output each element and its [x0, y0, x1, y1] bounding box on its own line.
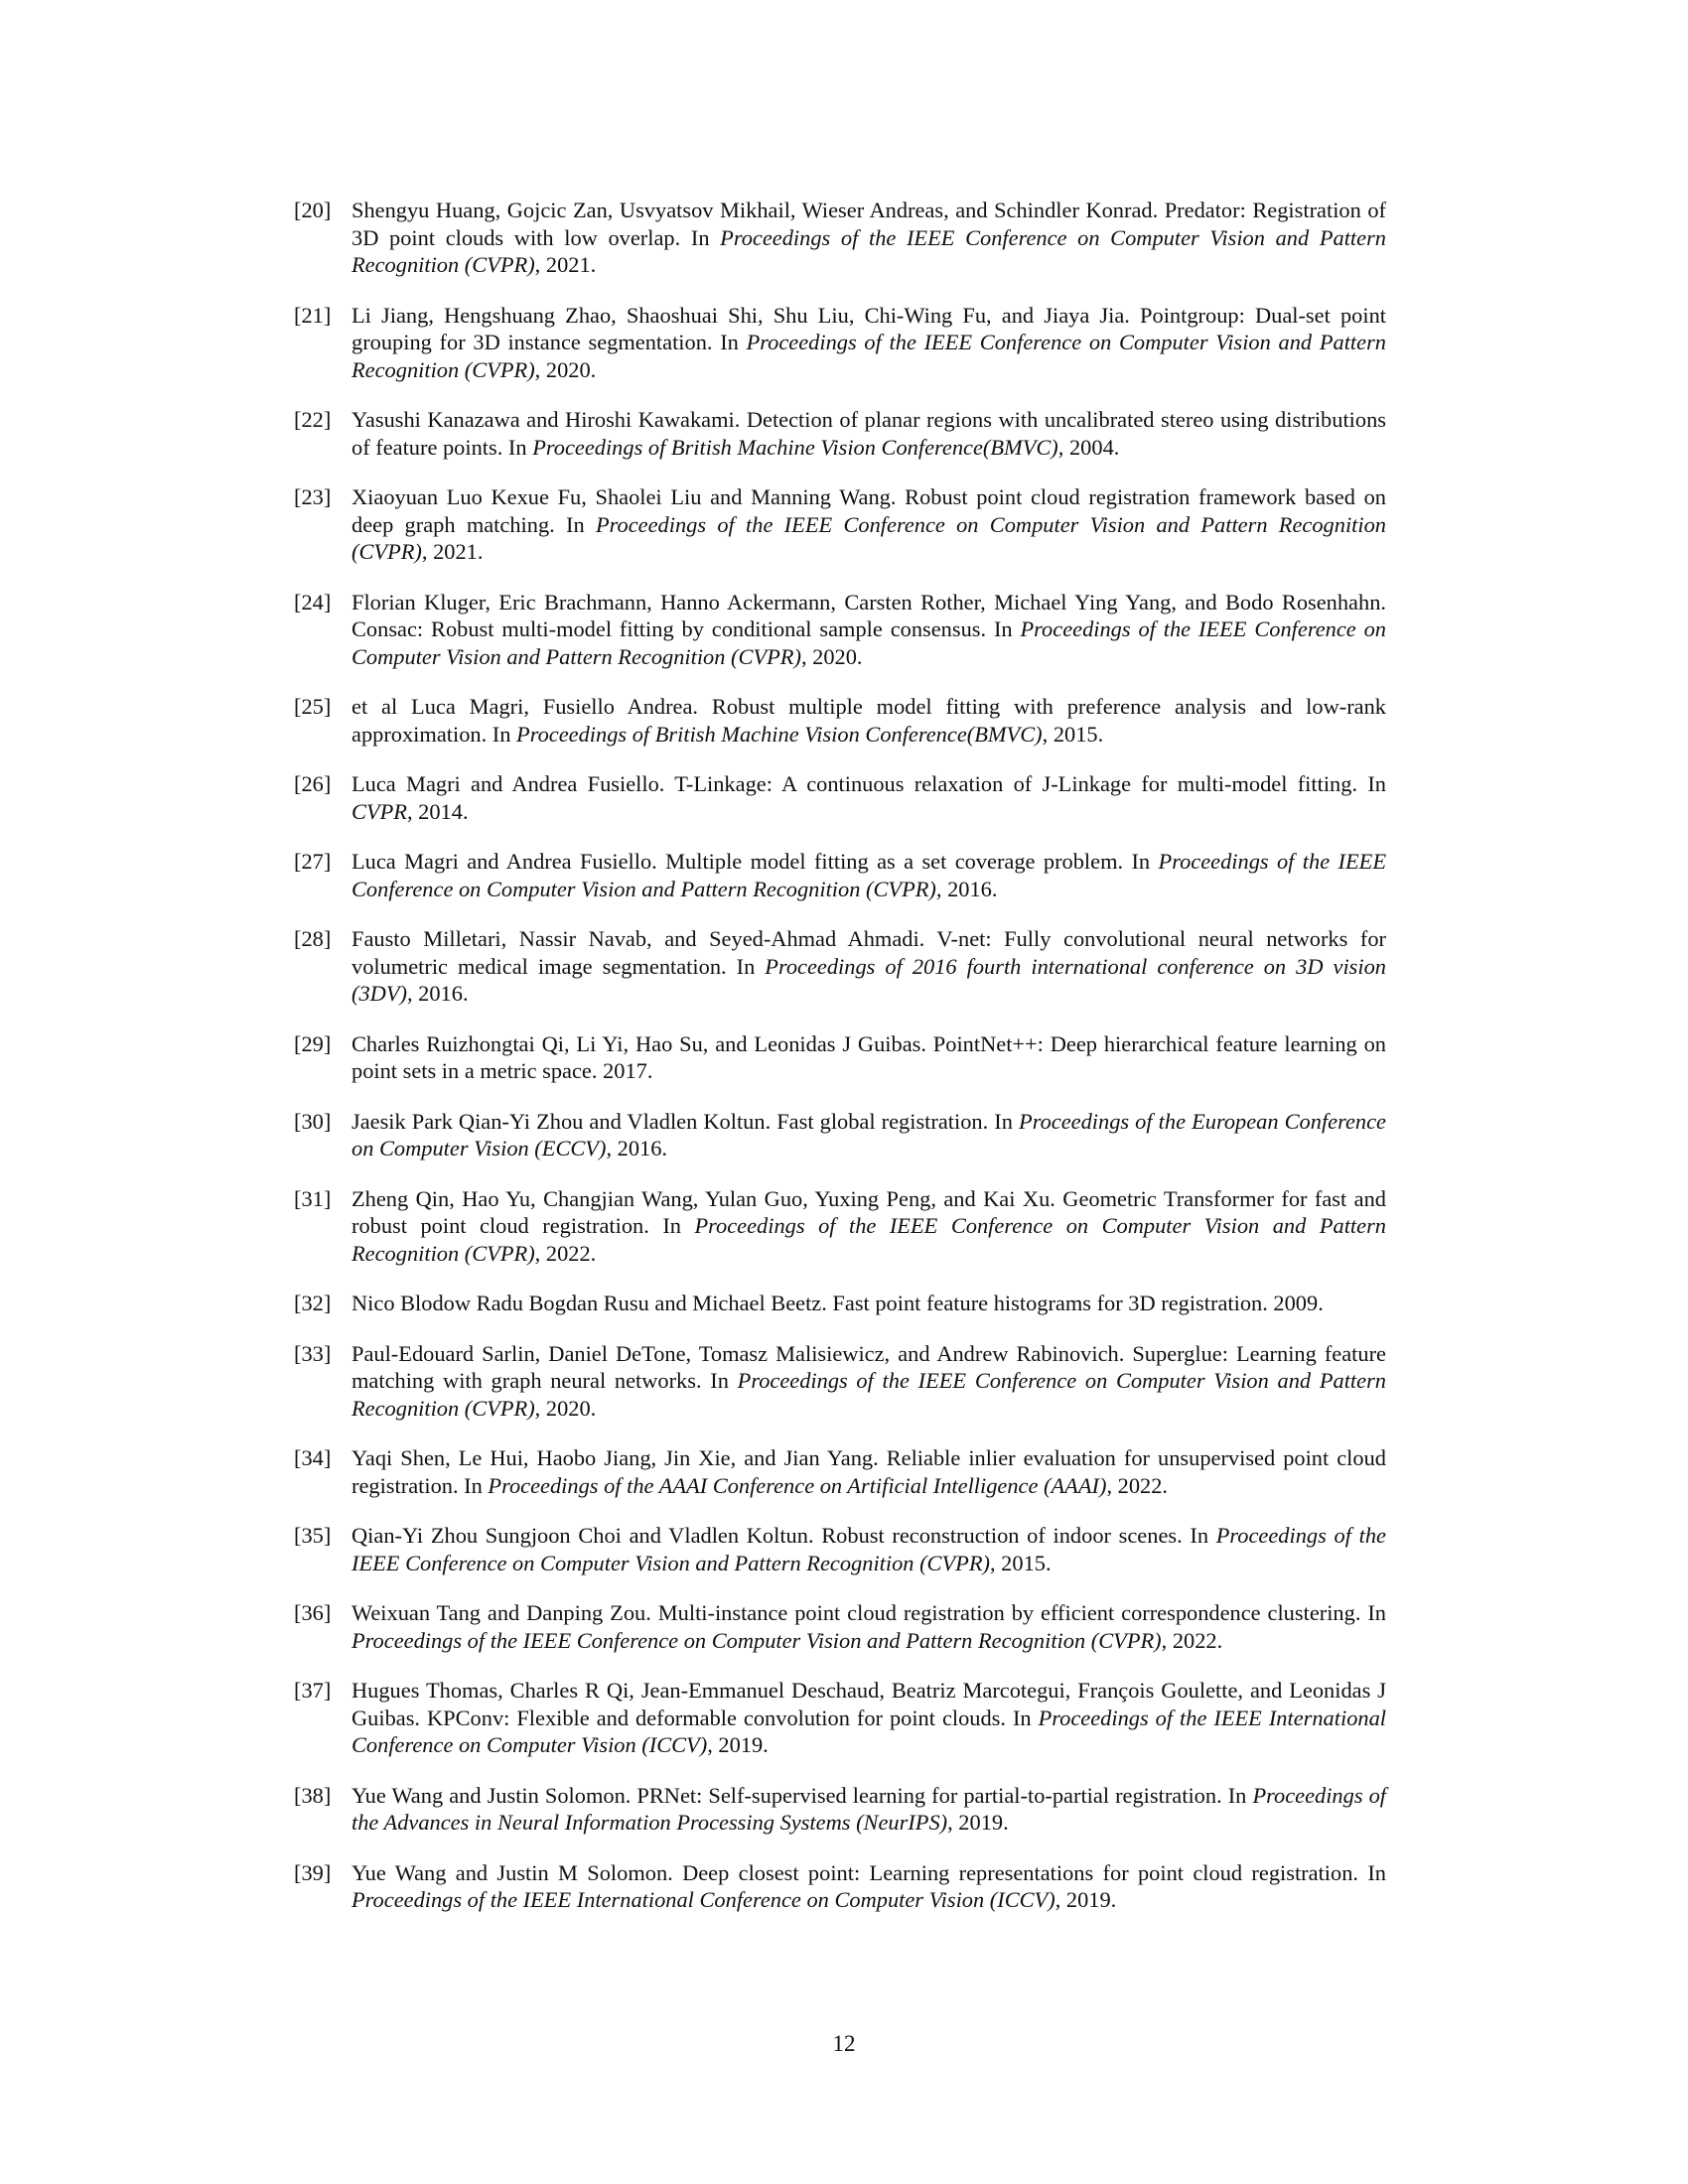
reference-entry	[294, 1522, 1386, 1576]
reference-authors-title: Shengyu Huang, Gojcic Zan, Usvyatsov Mikhail, Wieser Andreas, and Schindler Konrad. Predator: Registration of 3D point clouds with low overlap. In	[352, 198, 1386, 250]
reference-venue: Proceedings of the IEEE International Conference on Computer Vision (ICCV)	[352, 1887, 1055, 1912]
reference-venue: Proceedings of the IEEE Conference on Computer Vision and Pattern Recognition (CVPR)	[352, 330, 1386, 382]
reference-venue: Proceedings of the IEEE Conference on Computer Vision and Pattern Recognition (CVPR)	[352, 224, 1386, 277]
reference-venue: Proceedings of the IEEE International Conference on Computer Vision (ICCV)	[352, 1705, 1386, 1757]
reference-text	[352, 1341, 1386, 1421]
reference-text	[352, 1523, 1386, 1575]
reference-year: , 2015.	[989, 1550, 1052, 1575]
reference-venue: Proceedings of the IEEE Conference on Computer Vision and Pattern Recognition (CVPR)	[352, 1627, 1162, 1653]
reference-entry	[294, 925, 1386, 1008]
reference-text	[352, 303, 1386, 382]
reference-year: , 2022.	[1106, 1472, 1169, 1498]
reference-authors-title: Florian Kluger, Eric Brachmann, Hanno Ackermann, Carsten Rother, Michael Ying Yang, and Bodo Rosenhahn. Consac: Robust multi-model fitting by conditional sample consensus. In	[352, 589, 1386, 641]
reference-venue: Proceedings of British Machine Vision Conference(BMVC)	[516, 721, 1043, 747]
reference-venue: Proceedings of the IEEE Conference on Computer Vision and Pattern Recognition (CVPR)	[352, 511, 1386, 564]
reference-authors-title: Xiaoyuan Luo Kexue Fu, Shaolei Liu and Manning Wang. Robust point cloud registration framework based on deep graph matching. In	[352, 484, 1386, 537]
reference-entry	[294, 1108, 1386, 1162]
reference-text	[352, 407, 1386, 460]
reference-number: [21]	[294, 302, 332, 328]
reference-authors-title: Luca Magri and Andrea Fusiello. T-Linkage: A continuous relaxation of J-Linkage for multi-model fitting. In	[352, 771, 1386, 796]
reference-year: , 2016.	[606, 1136, 668, 1160]
reference-year: , 2014.	[406, 798, 469, 824]
reference-number: [33]	[294, 1340, 332, 1366]
reference-venue: Proceedings of the IEEE Conference on Computer Vision and Pattern Recognition (CVPR)	[352, 1368, 1386, 1421]
reference-authors-title: Yue Wang and Justin M Solomon. Deep closest point: Learning representations for point cloud registration. In	[352, 1859, 1386, 1885]
reference-text	[352, 771, 1386, 824]
reference-text	[352, 849, 1386, 901]
reference-authors-title: Yue Wang and Justin Solomon. PRNet: Self-supervised learning for partial-to-partial registration. In	[352, 1782, 1253, 1808]
reference-number: [22]	[294, 407, 332, 432]
reference-number: [29]	[294, 1030, 332, 1056]
reference-year: , 2016.	[935, 876, 998, 901]
reference-year: , 2019.	[1055, 1887, 1117, 1912]
reference-venue: Proceedings of British Machine Vision Conference(BMVC)	[532, 434, 1058, 460]
reference-list	[294, 197, 1386, 1937]
reference-entry	[294, 1290, 1386, 1317]
reference-venue: Proceedings of the AAAI Conference on Artificial Intelligence (AAAI)	[488, 1472, 1107, 1498]
reference-venue: Proceedings of the Advances in Neural Information Processing Systems (NeurIPS)	[352, 1782, 1386, 1835]
reference-year: , 2022.	[534, 1240, 597, 1266]
reference-entry	[294, 1030, 1386, 1085]
reference-number: [23]	[294, 484, 332, 509]
reference-number: [36]	[294, 1600, 332, 1625]
reference-authors-title: Charles Ruizhongtai Qi, Li Yi, Hao Su, and Leonidas J Guibas. PointNet++: Deep hierarchical feature learning on point sets in a metric space. 2017.	[352, 1030, 1386, 1083]
reference-authors-title: Qian-Yi Zhou Sungjoon Choi and Vladlen Koltun. Robust reconstruction of indoor scenes. In	[352, 1523, 1216, 1548]
reference-venue: Proceedings of the IEEE Conference on Computer Vision and Pattern Recognition (CVPR)	[352, 1523, 1386, 1575]
reference-authors-title: Weixuan Tang and Danping Zou. Multi-instance point cloud registration by efficient correspondence clustering. In	[352, 1600, 1386, 1625]
reference-number: [32]	[294, 1291, 332, 1315]
reference-authors-title: Hugues Thomas, Charles R Qi, Jean-Emmanuel Deschaud, Beatriz Marcotegui, François Goulette, and Leonidas J Guibas. KPConv: Flexible and deformable convolution for point clouds. In	[352, 1678, 1386, 1730]
reference-entry	[294, 1677, 1386, 1759]
reference-authors-title: Fausto Milletari, Nassir Navab, and Seyed-Ahmad Ahmadi. V-net: Fully convolutional neural networks for volumetric medical image segmentation. In	[352, 926, 1386, 979]
reference-text	[352, 1783, 1386, 1836]
reference-entry	[294, 1185, 1386, 1268]
reference-number: [20]	[294, 198, 332, 222]
reference-number: [31]	[294, 1185, 332, 1211]
reference-year: , 2004.	[1057, 434, 1120, 460]
reference-text	[352, 1031, 1386, 1084]
reference-authors-title: Jaesik Park Qian-Yi Zhou and Vladlen Koltun. Fast global registration. In	[352, 1108, 1020, 1134]
reference-number: [28]	[294, 926, 332, 951]
reference-text	[352, 198, 1386, 277]
reference-year: , 2019.	[947, 1810, 1009, 1835]
reference-text	[352, 1678, 1386, 1757]
reference-number: [37]	[294, 1678, 332, 1703]
reference-number: [27]	[294, 849, 332, 874]
reference-venue: Proceedings of the IEEE Conference on Computer Vision and Pattern Recognition (CVPR)	[352, 1213, 1386, 1266]
reference-year: , 2021.	[534, 252, 597, 277]
reference-year: , 2016.	[406, 981, 469, 1006]
reference-number: [39]	[294, 1859, 332, 1885]
reference-number: [35]	[294, 1523, 332, 1548]
reference-entry	[294, 1444, 1386, 1499]
reference-entry	[294, 197, 1386, 279]
reference-number: [24]	[294, 589, 332, 614]
reference-entry	[294, 406, 1386, 461]
reference-authors-title: Yaqi Shen, Le Hui, Haobo Jiang, Jin Xie, and Jian Yang. Reliable inlier evaluation for unsupervised point cloud registration. In	[352, 1445, 1386, 1498]
reference-text	[352, 1860, 1386, 1913]
reference-text	[352, 926, 1386, 1006]
reference-text	[352, 1109, 1386, 1161]
reference-year: , 2020.	[800, 643, 863, 669]
reference-text	[352, 1445, 1386, 1498]
reference-year: , 2021.	[421, 539, 484, 564]
reference-venue: Proceedings of the IEEE Conference on Computer Vision and Pattern Recognition (CVPR)	[352, 849, 1387, 901]
reference-year: , 2020.	[534, 1395, 597, 1421]
reference-year: , 2015.	[1042, 721, 1104, 747]
reference-venue: Proceedings of 2016 fourth international conference on 3D vision (3DV)	[352, 953, 1386, 1006]
reference-authors-title: Yasushi Kanazawa and Hiroshi Kawakami. Detection of planar regions with uncalibrated stereo using distributions of feature points. In	[352, 407, 1386, 460]
reference-text	[352, 1291, 1324, 1315]
reference-text	[352, 694, 1386, 747]
reference-text	[352, 1186, 1386, 1266]
reference-authors-title: Nico Blodow Radu Bogdan Rusu and Michael Beetz. Fast point feature histograms for 3D registration. 2009.	[352, 1291, 1324, 1315]
reference-authors-title: et al Luca Magri, Fusiello Andrea. Robust multiple model fitting with preference analysis and low-rank approximation. In	[352, 694, 1386, 747]
reference-text	[352, 590, 1386, 669]
reference-authors-title: Paul-Edouard Sarlin, Daniel DeTone, Tomasz Malisiewicz, and Andrew Rabinovich. Superglue: Learning feature matching with graph neural networks. In	[352, 1340, 1386, 1393]
reference-authors-title: Zheng Qin, Hao Yu, Changjian Wang, Yulan Guo, Yuxing Peng, and Kai Xu. Geometric Transformer for fast and robust point cloud registration. In	[352, 1185, 1386, 1238]
reference-entry	[294, 1340, 1386, 1423]
reference-venue: Proceedings of the IEEE Conference on Computer Vision and Pattern Recognition (CVPR)	[352, 616, 1386, 669]
reference-entry	[294, 1859, 1386, 1914]
reference-text	[352, 484, 1386, 564]
page-number: 12	[832, 2031, 856, 2056]
reference-entry	[294, 848, 1386, 902]
reference-entry	[294, 589, 1386, 671]
reference-entry	[294, 1599, 1386, 1654]
reference-entry	[294, 693, 1386, 748]
reference-venue: CVPR	[352, 798, 407, 824]
reference-year: , 2022.	[1161, 1627, 1223, 1653]
reference-number: [38]	[294, 1782, 332, 1808]
reference-authors-title: Li Jiang, Hengshuang Zhao, Shaoshuai Shi, Shu Liu, Chi-Wing Fu, and Jiaya Jia. Pointgroup: Dual-set point grouping for 3D instance segmentation. In	[352, 302, 1386, 354]
reference-entry	[294, 483, 1386, 566]
reference-entry	[294, 770, 1386, 825]
reference-year: , 2020.	[534, 356, 597, 382]
reference-number: [34]	[294, 1445, 332, 1470]
reference-venue: Proceedings of the European Conference on Computer Vision (ECCV)	[352, 1108, 1386, 1160]
reference-number: [25]	[294, 694, 332, 719]
reference-authors-title: Luca Magri and Andrea Fusiello. Multiple model fitting as a set coverage problem. In	[352, 849, 1159, 874]
reference-entry	[294, 1782, 1386, 1837]
reference-entry	[294, 302, 1386, 384]
reference-number: [30]	[294, 1108, 332, 1134]
reference-year: , 2019.	[707, 1732, 769, 1757]
reference-number: [26]	[294, 771, 332, 796]
reference-text	[352, 1600, 1386, 1653]
